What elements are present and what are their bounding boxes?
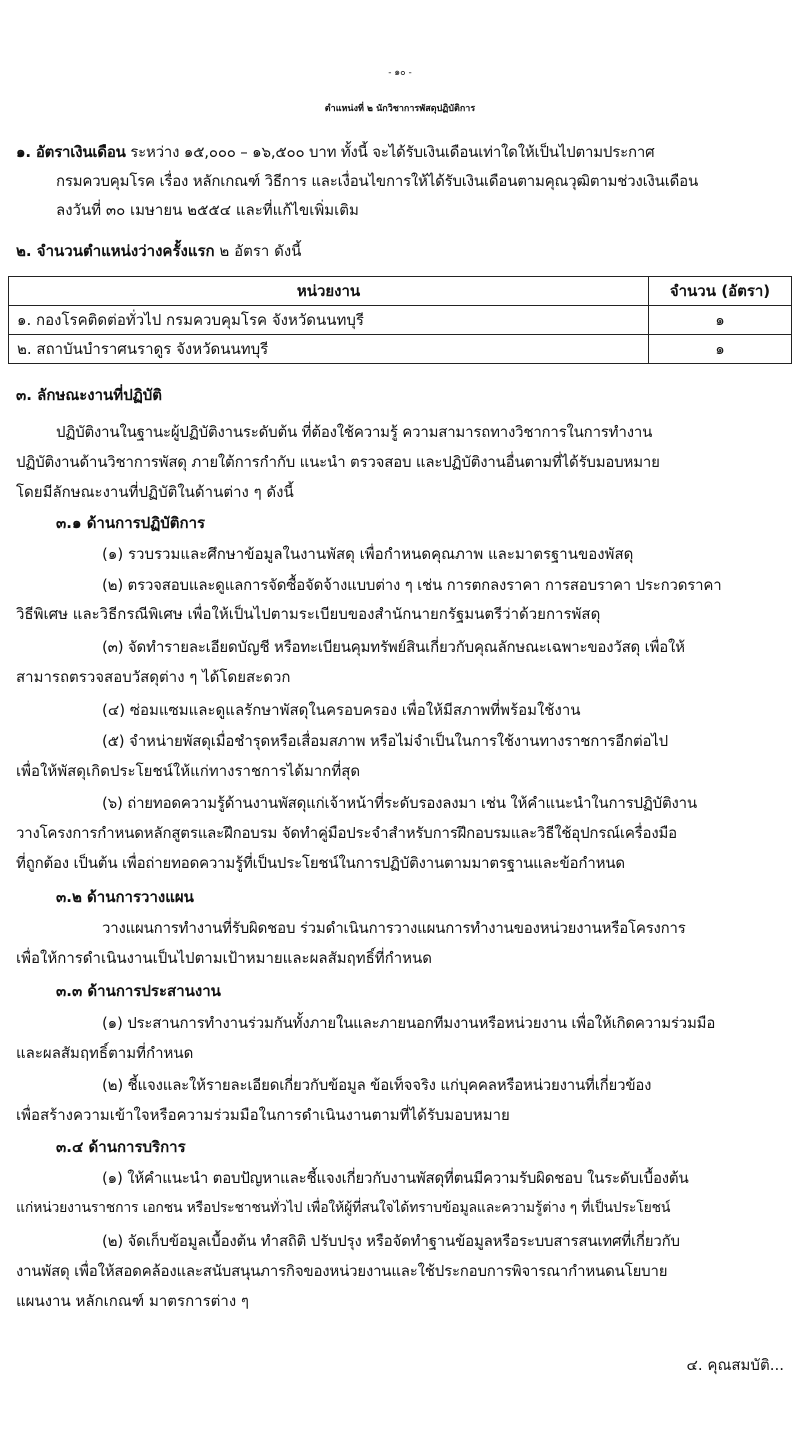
subsection-heading: ๓.๒ ด้านการวางแผน <box>56 888 194 906</box>
coordination-line: เพื่อสร้างความเข้าใจหรือความร่วมมือในการดำเนินงานตามที่ได้รับมอบหมาย <box>16 1106 510 1124</box>
duty-item-line: ที่ถูกต้อง เป็นต้น เพื่อถ่ายทอดความรู้ที่เป็นประโยชน์ในการปฏิบัติงานตามมาตรฐานและข้อกำหนด <box>16 854 625 872</box>
position-title: ตำแหน่งที่ ๒ นักวิชาการพัสดุปฏิบัติการ <box>324 104 476 114</box>
duty-item-line: (๖) ถ่ายทอดความรู้ด้านงานพัสดุแก่เจ้าหน้าที่ระดับรองลงมา เช่น ให้คำแนะนำในการปฏิบัติงาน <box>102 794 697 812</box>
duties-intro-line: โดยมีลักษณะงานที่ปฏิบัติในด้านต่าง ๆ ดังนี้ <box>16 483 294 501</box>
salary-text: ระหว่าง ๑๕,๐๐๐ – ๑๖,๕๐๐ บาท ทั้งนี้ จะได้รับเงินเดือนเท่าใดให้เป็นไปตามประกาศ <box>130 143 655 161</box>
service-line: (๒) จัดเก็บข้อมูลเบื้องต้น ทำสถิติ ปรับปรุง หรือจัดทำฐานข้อมูลหรือระบบสารสนเทศที่เกี่ยวกับ <box>102 1232 680 1250</box>
salary-line-3: ลงวันที่ ๓๐ เมษายน ๒๕๕๔ และที่แก้ไขเพิ่มเติม <box>56 201 359 219</box>
vacancy-label: ๒. จำนวนตำแหน่งว่างครั้งแรก <box>16 242 215 260</box>
count-cell: ๑ <box>649 306 792 335</box>
duty-item-line: (๒) ตรวจสอบและดูแลการจัดซื้อจัดจ้างแบบต่าง ๆ เช่น การตกลงราคา การสอบราคา ประกวดราคา <box>102 576 722 594</box>
table-header-row <box>9 277 792 306</box>
duty-item-line: (๔) ซ่อมแซมและดูแลรักษาพัสดุในครอบครอง เพื่อให้มีสภาพที่พร้อมใช้งาน <box>102 701 581 719</box>
subsection-heading: ๓.๓ ด้านการประสานงาน <box>56 982 221 1000</box>
duties-intro-line: ปฏิบัติงานด้านวิชาการพัสดุ ภายใต้การกำกับ แนะนำ ตรวจสอบ และปฏิบัติงานอื่นตามที่ได้รับมอบหมาย <box>16 453 660 471</box>
service-line: แก่หน่วยงานราชการ เอกชน หรือประชาชนทั่วไป เพื่อให้ผู้ที่สนใจได้ทราบข้อมูลและความรู้ต่าง ๆ ที่เป็นประโยชน์ <box>16 1200 671 1216</box>
subsection-heading: ๓.๔ ด้านการบริการ <box>56 1138 186 1156</box>
unit-cell: ๒. สถาบันบำราศนราดูร จังหวัดนนทบุรี <box>9 335 649 364</box>
vacancy-table <box>8 276 792 364</box>
page-number: - ๑๐ - <box>388 68 412 78</box>
header-count: จำนวน (อัตรา) <box>649 277 792 306</box>
salary-line-2: กรมควบคุมโรค เรื่อง หลักเกณฑ์ วิธีการ และเงื่อนไขการให้ได้รับเงินเดือนตามคุณวุฒิตามช่วงเงินเดือน <box>56 172 699 190</box>
planning-line: วางแผนการทำงานที่รับผิดชอบ ร่วมดำเนินการวางแผนการทำงานของหน่วยงานหรือโครงการ <box>102 919 686 937</box>
duties-intro-line: ปฏิบัติงานในฐานะผู้ปฏิบัติงานระดับต้น ที่ต้องใช้ความรู้ ความสามารถทางวิชาการในการทำงาน <box>56 423 653 441</box>
salary-line-1 <box>16 141 654 163</box>
header-unit: หน่วยงาน <box>9 277 649 306</box>
service-line: งานพัสดุ เพื่อให้สอดคล้องและสนับสนุนภารกิจของหน่วยงานและใช้ประกอบการพิจารณากำหนดนโยบาย <box>16 1262 668 1280</box>
service-line: แผนงาน หลักเกณฑ์ มาตรการต่าง ๆ <box>16 1292 249 1310</box>
duty-item-line: (๕) จำหน่ายพัสดุเมื่อชำรุดหรือเสื่อมสภาพ หรือไม่จำเป็นในการใช้งานทางราชการอีกต่อไป <box>102 732 668 750</box>
continuation-note: ๔. คุณสมบัติ... <box>686 1356 784 1374</box>
coordination-line: (๑) ประสานการทำงานร่วมกันทั้งภายในและภายนอกทีมงานหรือหน่วยงาน เพื่อให้เกิดความร่วมมือ <box>102 1014 716 1032</box>
duty-item-line: วางโครงการกำหนดหลักสูตรและฝึกอบรม จัดทำคู่มือประจำสำหรับการฝึกอบรมและวิธีใช้อุปกรณ์เครื่องมือ <box>16 824 677 842</box>
duties-heading: ๓. ลักษณะงานที่ปฏิบัติ <box>16 386 163 404</box>
duty-item-line: วิธีพิเศษ และวิธีกรณีพิเศษ เพื่อให้เป็นไปตามระเบียบของสำนักนายกรัฐมนตรีว่าด้วยการพัสดุ <box>16 605 601 623</box>
vacancy-line <box>16 240 301 262</box>
table-row <box>9 306 792 335</box>
duty-item-line: (๑) รวบรวมและศึกษาข้อมูลในงานพัสดุ เพื่อกำหนดคุณภาพ และมาตรฐานของพัสดุ <box>102 545 634 563</box>
planning-line: เพื่อให้การดำเนินงานเป็นไปตามเป้าหมายและผลสัมฤทธิ์ที่กำหนด <box>16 949 433 967</box>
duty-item-line: เพื่อให้พัสดุเกิดประโยชน์ให้แก่ทางราชการได้มากที่สุด <box>16 762 361 780</box>
duty-item-line: สามารถตรวจสอบวัสดุต่าง ๆ ได้โดยสะดวก <box>16 668 291 686</box>
vacancy-text: ๒ อัตรา ดังนี้ <box>219 242 302 260</box>
table-row <box>9 335 792 364</box>
coordination-line: (๒) ชี้แจงและให้รายละเอียดเกี่ยวกับข้อมูล ข้อเท็จจริง แก่บุคคลหรือหน่วยงานที่เกี่ยวข้อง <box>102 1076 652 1094</box>
service-line: (๑) ให้คำแนะนำ ตอบปัญหาและชี้แจงเกี่ยวกับงานพัสดุที่ตนมีความรับผิดชอบ ในระดับเบื้องต้น <box>102 1169 689 1187</box>
count-cell: ๑ <box>649 335 792 364</box>
duty-item-line: (๓) จัดทำรายละเอียดบัญชี หรือทะเบียนคุมทรัพย์สินเกี่ยวกับคุณลักษณะเฉพาะของวัสดุ เพื่อให้ <box>102 638 685 656</box>
subsection-heading: ๓.๑ ด้านการปฏิบัติการ <box>56 514 206 532</box>
unit-cell: ๑. กองโรคติดต่อทั่วไป กรมควบคุมโรค จังหวัดนนทบุรี <box>9 306 649 335</box>
salary-label: ๑. อัตราเงินเดือน <box>16 143 126 161</box>
coordination-line: และผลสัมฤทธิ์ตามที่กำหนด <box>16 1044 194 1062</box>
